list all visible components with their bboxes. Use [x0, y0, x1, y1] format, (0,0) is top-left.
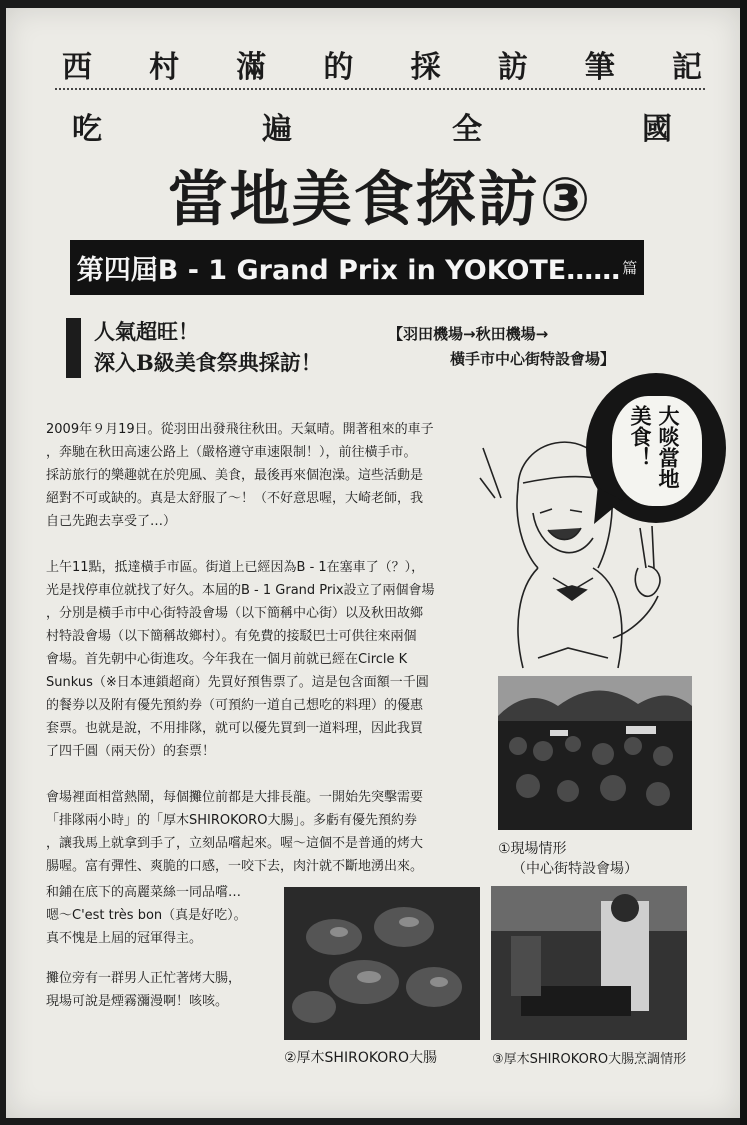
photo-caption-2: ②厚木SHIROKORO大腸: [284, 1050, 438, 1066]
paragraph-4: [46, 881, 276, 950]
photo-intestine-dish: [284, 887, 480, 1040]
text-line: Sunkus（※日本連鎖超商）先買好預售票了。這是包含面額一千圓: [46, 675, 429, 690]
photo-caption-1: ①現場情形: [498, 841, 567, 857]
text-line: 村特設會場（以下簡稱故鄉村）。有免費的接駁巴士可供往來兩個: [46, 629, 417, 644]
subtitle-char: 遍: [262, 112, 292, 147]
paragraph-2: [46, 556, 476, 763]
text-line: 採訪旅行的樂趣就在於兜風、美食，最後再來個泡澡。這些活動是: [46, 468, 424, 483]
text-line: 絕對不可或缺的。真是太舒服了～！（不好意思喔，大崎老師，我: [46, 491, 424, 506]
text-line: 和鋪在底下的高麗菜絲一同品嚐…: [46, 885, 242, 900]
banner-suffix: 篇: [622, 259, 638, 277]
text-line: 「排隊兩小時」的「厚木SHIROKORO大腸」。多虧有優先預約券: [46, 813, 417, 828]
series-char: 村: [149, 50, 180, 85]
dish-photo-art: [284, 887, 480, 1040]
series-char: 滿: [236, 50, 267, 85]
paragraph-5: [46, 967, 276, 1013]
photo-caption-1-sub: （中心街特設會場）: [512, 861, 638, 877]
text-line: 會場。首先朝中心街進攻。今年我在一個月前就已經在Circle K: [46, 652, 408, 667]
photo-caption-3: ③厚木SHIROKORO大腸烹調情形: [492, 1052, 687, 1067]
text-line: ，奔馳在秋田高速公路上（嚴格遵守車速限制！），前往橫手市。: [46, 445, 417, 460]
heading-marker: [66, 318, 81, 378]
photo-crowd: [498, 676, 692, 830]
bubble-text-left: 美食！: [628, 405, 652, 468]
series-char: 採: [410, 50, 441, 85]
section-heading: [94, 316, 322, 378]
series-char: 記: [671, 50, 702, 85]
text-line: ，分別是橫手市中心街特設會場（以下簡稱中心街）以及秋田故鄉: [46, 606, 424, 621]
text-line: 攤位旁有一群男人正忙著烤大腸，: [46, 971, 242, 986]
route-line: 橫手市中心街特設會場】: [450, 350, 616, 368]
photo-cooking: [491, 886, 687, 1040]
bubble-text-right: 大啖當地: [656, 405, 680, 489]
text-line: 自己先跑去享受了…）: [46, 514, 177, 529]
page-edge: [740, 0, 747, 1125]
text-line: 套票。也就是說，不用排隊，就可以優先買到一道料理，因此我買: [46, 721, 424, 736]
subtitle-char: 國: [642, 112, 672, 147]
text-line: 上午11點，抵達橫手市區。街道上已經因為B - 1在塞車了（？），: [46, 560, 425, 575]
text-line: 會場裡面相當熱鬧，每個攤位前都是大排長龍。一開始先突擊需要: [46, 790, 424, 805]
episode-banner: [70, 240, 644, 295]
paragraph-1: [46, 418, 476, 533]
crowd-photo-art: [498, 676, 692, 830]
series-char: 筆: [584, 50, 615, 85]
series-char: 的: [323, 50, 354, 85]
text-line: 真不愧是上屆的冠軍得主。: [46, 931, 203, 946]
text-line: 了四千圓（兩天份）的套票！: [46, 744, 216, 759]
subtitle-char: 全: [452, 112, 482, 147]
series-char: 訪: [497, 50, 528, 85]
subtitle-char: 吃: [72, 112, 102, 147]
banner-text: 第四屆B - 1 Grand Prix in YOKOTE……: [76, 255, 621, 286]
route-line: 【羽田機場→秋田機場→: [388, 325, 549, 343]
text-line: 的餐券以及附有優先預約券（可預約一道自己想吃的料理）的優惠: [46, 698, 424, 713]
text-line: 光是找停車位就找了好久。本屆的B - 1 Grand Prix設立了兩個會場: [46, 583, 435, 598]
page-title: 當地美食探訪③: [167, 165, 593, 235]
subtitle: [72, 104, 672, 148]
series-char: 西: [62, 50, 92, 85]
text-line: ，讓我馬上就拿到手了，立刻品嚐起來。喔～這個不是普通的烤大: [46, 836, 424, 851]
text-line: 2009年９月19日。從羽田出發飛往秋田。天氣晴。開著租來的車子: [46, 422, 434, 437]
heading-line: 人氣超旺！: [94, 319, 199, 344]
dotted-divider: [55, 88, 705, 90]
cooking-photo-art: [491, 886, 687, 1040]
paragraph-3: [46, 786, 476, 878]
text-line: 腸喔。富有彈性、爽脆的口感，一咬下去，肉汁就不斷地湧出來。: [46, 859, 424, 874]
text-line: 嗯～C'est très bon（真是好吃）。: [46, 908, 247, 923]
heading-line: 深入B級美食祭典採訪！: [94, 350, 322, 375]
series-title: [62, 42, 702, 86]
text-line: 現場可說是煙霧瀰漫啊！咳咳。: [46, 994, 229, 1009]
route-label: [388, 322, 615, 372]
